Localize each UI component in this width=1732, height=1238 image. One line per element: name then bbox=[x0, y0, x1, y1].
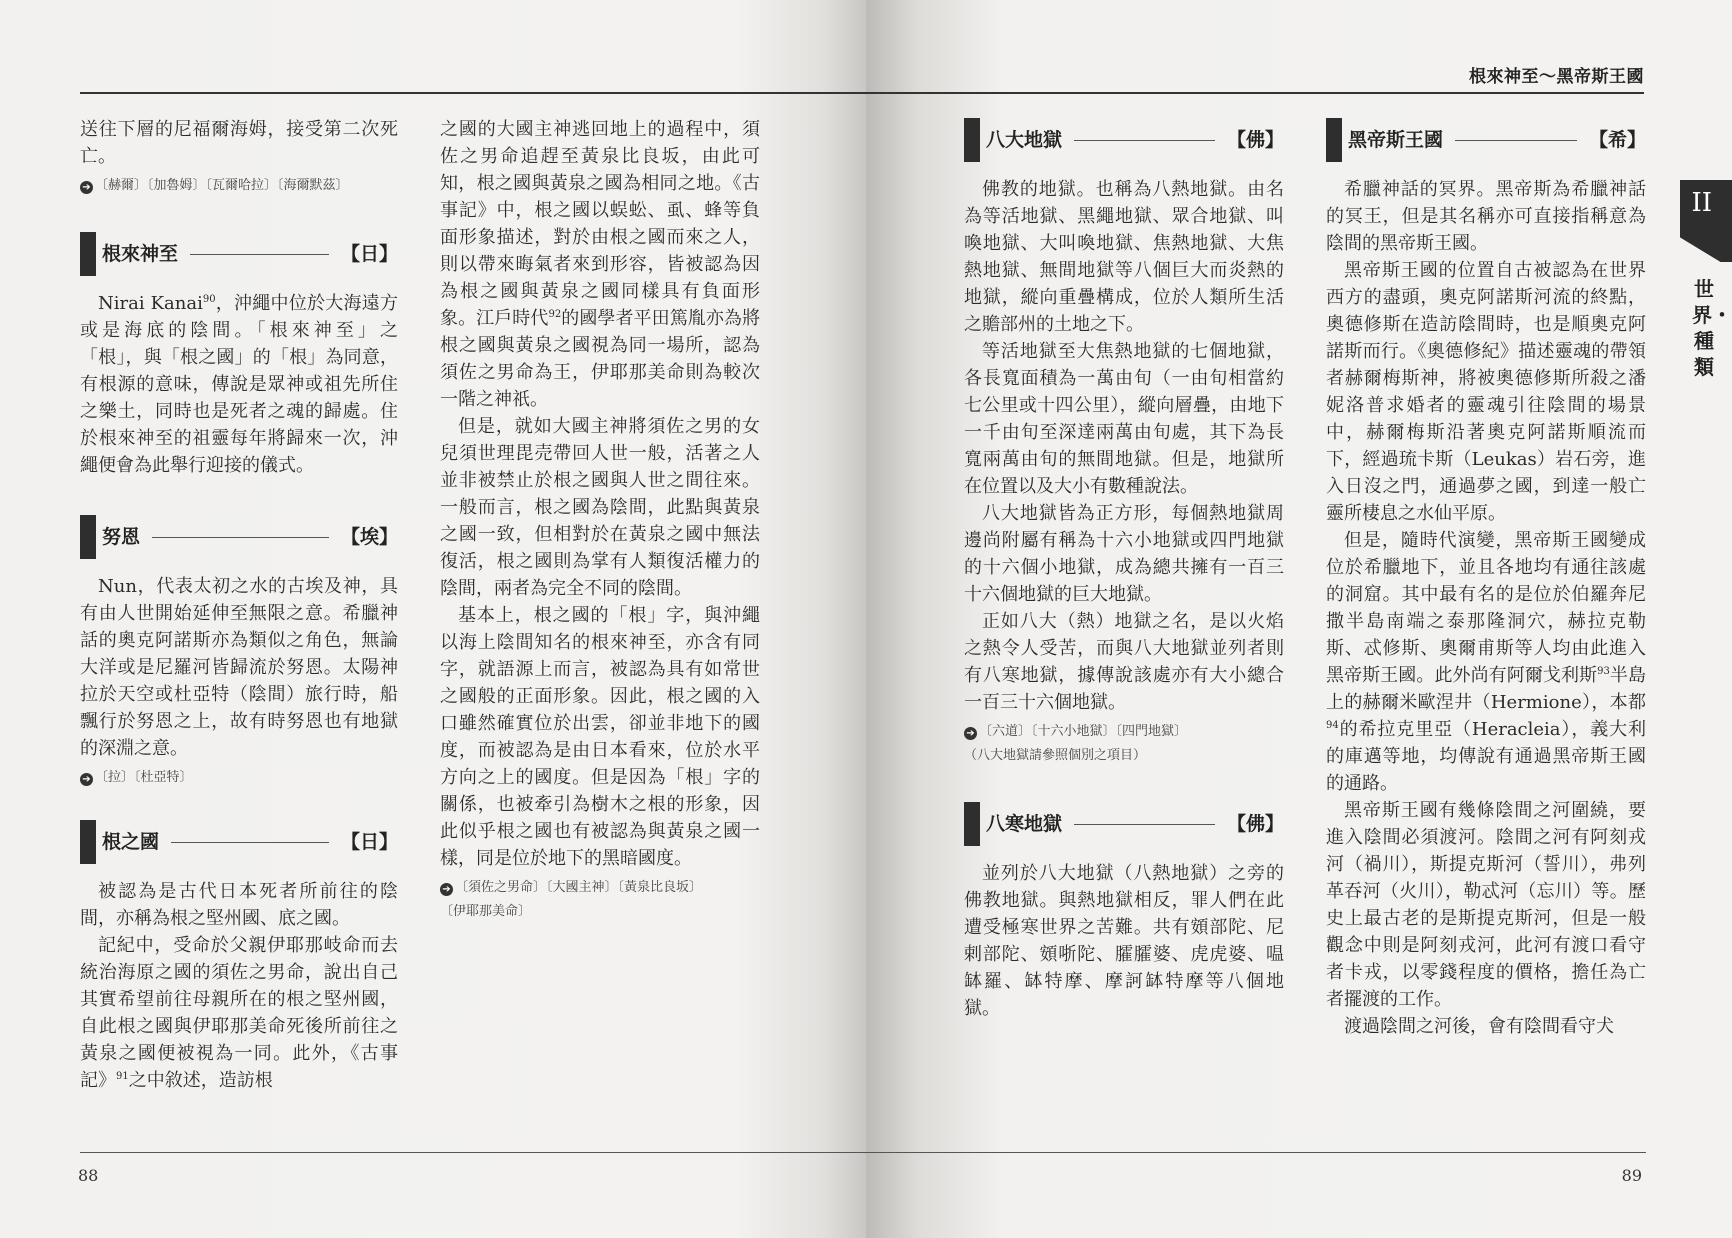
entry-title: 努恩 bbox=[102, 525, 141, 548]
arrow-icon: ➔ bbox=[80, 181, 93, 194]
footer-rule bbox=[866, 1152, 1646, 1153]
column-3 bbox=[964, 118, 1284, 1022]
entry-title: 八大地獄 bbox=[986, 128, 1063, 151]
entry-paragraph: 之國的大國主神逃回地上的過程中，須佐之男命追趕至黃泉比良坂，由此可知，根之國與黃泉之國為相同之地。《古事記》中，根之國以蜈蚣、虱、蜂等負面形象描述，對於由根之國而來之人，則以帶來晦氣者來到形容，皆被認為因為根之國與黃泉之國同樣具有負面形象。江戶時代$^{92}$的國學者平田篤胤亦為將根之國與黃泉之國視為同一場所，認為須佐之男命為王，伊耶那美命則為較次一階之神祇。 bbox=[440, 119, 761, 410]
column-1 bbox=[80, 116, 398, 1094]
arrow-icon: ➔ bbox=[80, 773, 93, 786]
entry-tag: 【佛】 bbox=[1226, 812, 1284, 835]
entry-paragraph: 正如八大（熱）地獄之名，是以火焰之熱令人受苦，而與八大地獄並列者則有八寒地獄，據傳說該處亦有大小總合一百三十六個地獄。 bbox=[964, 611, 1284, 713]
entry-heading-hachidai bbox=[964, 118, 1284, 162]
heading-rule bbox=[1074, 140, 1215, 141]
chapter-label: 世界・種類 bbox=[1692, 277, 1732, 379]
entry-paragraph: 記紀中，受命於父親伊耶那岐命而去統治海原之國的須佐之男命，說出自己其實希望前往母親所在的根之堅州國，自此根之國與伊耶那美命死後所前往之黃泉之國便被視為一同。此外，《古事記》$^{91}$之中敘述，造訪根 bbox=[80, 935, 398, 1091]
entry-tag: 【希】 bbox=[1588, 128, 1646, 151]
chapter-number: II bbox=[1691, 188, 1712, 218]
entry-tag: 【埃】 bbox=[340, 525, 398, 548]
heading-bar bbox=[80, 232, 96, 276]
heading-bar bbox=[964, 802, 980, 846]
entry-paragraph: 等活地獄至大焦熱地獄的七個地獄，各長寬面積為一萬由旬（一由旬相當約七公里或十四公里），縱向層疊，由地下一千由旬至深達兩萬由旬處，其下為長寬兩萬由旬的無間地獄。但是，地獄所在位置以及大小有數種說法。 bbox=[964, 341, 1284, 497]
entry-paragraph: 並列於八大地獄（八熱地獄）之旁的佛教地獄。與熱地獄相反，罪人們在此遭受極寒世界之苦難。共有頞部陀、尼剌部陀、頞哳陀、臛臛婆、虎虎婆、嗢缽羅、缽特摩、摩訶缽特摩等八個地獄。 bbox=[964, 863, 1284, 1019]
heading-rule bbox=[1074, 824, 1215, 825]
heading-bar bbox=[80, 515, 96, 559]
arrow-icon: ➔ bbox=[440, 883, 453, 896]
entry-paragraph: 但是，隨時代演變，黑帝斯王國變成位於希臘地下，並且各地均有通往該處的洞窟。其中最有名的是位於伯羅奔尼撒半島南端之泰那隆洞穴，赫拉克勒斯、忒修斯、奧爾甫斯等人均由此進入黑帝斯王國。此外尚有阿爾戈利斯$^{93}$半島上的赫爾米歐涅井（Hermione），本都$^{94}$的希拉克里亞（Heracleia），義大利的庫邁等地，均傳說有通過黑帝斯王國的通路。 bbox=[1326, 530, 1647, 794]
entry-paragraph: 渡過陰間之河後，會有陰間看守犬 bbox=[1344, 1016, 1614, 1037]
cross-reference: ➔ 〔赫爾〕〔加魯姆〕〔瓦爾哈拉〕〔海爾默茲〕 bbox=[80, 174, 398, 198]
page-number: 89 bbox=[1621, 1166, 1642, 1185]
cross-reference: 〔伊耶那美命〕 bbox=[440, 904, 532, 919]
entry-heading-nun bbox=[80, 515, 398, 559]
entry-paragraph: Nun，代表太初之水的古埃及神，具有由人世開始延伸至無限之意。希臘神話的奧克阿諾斯亦為類似之角色，無論大洋或是尼羅河皆歸流於努恩。太陽神拉於天空或杜亞特（陰間）旅行時，船飄行於努恩之上，故有時努恩也有地獄的深淵之意。 bbox=[80, 576, 398, 759]
entry-title: 黑帝斯王國 bbox=[1348, 128, 1444, 151]
right-page bbox=[866, 0, 1732, 1238]
heading-rule bbox=[1455, 140, 1577, 141]
heading-bar bbox=[80, 820, 96, 864]
entry-heading-hachikan bbox=[964, 802, 1284, 846]
heading-rule bbox=[171, 842, 329, 843]
header-rule bbox=[80, 92, 866, 94]
entry-tag: 【日】 bbox=[340, 830, 398, 853]
column-2 bbox=[440, 116, 760, 924]
heading-bar bbox=[1326, 118, 1342, 162]
entry-tag: 【佛】 bbox=[1226, 128, 1284, 151]
footer-rule bbox=[80, 1152, 866, 1153]
arrow-icon: ➔ bbox=[964, 727, 977, 740]
running-head: 根來神至～黑帝斯王國 bbox=[1469, 67, 1644, 87]
cross-reference: ➔ 〔須佐之男命〕〔大國主神〕〔黃泉比良坂〕 bbox=[440, 876, 760, 900]
entry-paragraph: 希臘神話的冥界。黑帝斯為希臘神話的冥王，但是其名稱亦可直接指稱意為陰間的黑帝斯王國。 bbox=[1326, 179, 1646, 254]
entry-paragraph: 黑帝斯王國有幾條陰間之河圍繞，要進入陰間必須渡河。陰間之河有阿刻戎河（禍川），斯提克斯河（誓川），弗列革吞河（火川），勒忒河（忘川）等。歷史上最古老的是斯提克斯河，但是一般觀念中則是阿刻戎河，此河有渡口看守者卡戎，以零錢程度的價格，擔任為亡者擺渡的工作。 bbox=[1326, 800, 1646, 1010]
entry-heading-ne-no-kuni bbox=[80, 820, 398, 864]
entry-title: 根之國 bbox=[102, 830, 160, 853]
cross-reference: ➔ 〔拉〕〔杜亞特〕 bbox=[80, 766, 398, 790]
header-rule bbox=[866, 92, 1644, 94]
intro-paragraph: 送往下層的尼福爾海姆，接受第二次死亡。 bbox=[80, 119, 398, 167]
entry-paragraph: 但是，就如大國主神將須佐之男的女兒須世理毘売帶回人世一般，活著之人並非被禁止於根之國與人世之間往來。一般而言，根之國為陰間，此點與黃泉之國一致，但相對於在黃泉之國中無法復活，根之國則為掌有人類復活權力的陰間，兩者為完全不同的陰間。 bbox=[440, 416, 760, 599]
entry-paragraph: 被認為是古代日本死者所前往的陰間，亦稱為根之堅州國、底之國。 bbox=[80, 881, 398, 929]
entry-paragraph: 佛教的地獄。也稱為八熱地獄。由名為等活地獄、黑繩地獄、眾合地獄、叫喚地獄、大叫喚地獄、焦熱地獄、大焦熱地獄、無間地獄等八個巨大而炎熱的地獄，縱向重疊構成，位於人類所生活之贍部州的土地之下。 bbox=[964, 179, 1284, 335]
heading-rule bbox=[152, 537, 329, 538]
entry-title: 根來神至 bbox=[102, 242, 179, 265]
entry-title: 八寒地獄 bbox=[986, 812, 1063, 835]
cross-reference: ➔ 〔六道〕〔十六小地獄〕〔四門地獄〕 bbox=[964, 720, 1284, 744]
heading-bar bbox=[964, 118, 980, 162]
entry-paragraph: Nirai Kanai$^{90}$，沖繩中位於大海遠方或是海底的陰間。「根來神至」之「根」，與「根之國」的「根」為同意，有根源的意味，傳說是眾神或祖先所住之樂土，同時也是死者之魂的歸處。住於根來神至的祖靈每年將歸來一次，沖繩便會為此舉行迎接的儀式。 bbox=[80, 293, 398, 476]
entry-paragraph: 黑帝斯王國的位置自古被認為在世界西方的盡頭，奧克阿諾斯河流的終點，奧德修斯在造訪陰間時，也是順奧克阿諾斯而行。《奧德修紀》描述靈魂的帶領者赫爾梅斯神，將被奧德修斯所殺之潘妮洛普求婚者的靈魂引往陰間的場景中，赫爾梅斯沿著奧克阿諾斯順流而下，經過琉卡斯（Leukas）岩石旁，進入日沒之門，通過夢之國，到達一般亡靈所棲息之水仙平原。 bbox=[1326, 260, 1646, 524]
entry-paragraph: 基本上，根之國的「根」字，與沖繩以海上陰間知名的根來神至，亦含有同字，就語源上而言，被認為具有如常世之國般的正面形象。因此，根之國的入口雖然確實位於出雲，卻並非地下的國度，而被認為是由日本看來，位於水平方向之上的國度。但是因為「根」字的關係，也被牽引為樹木之根的形象，因此似乎根之國也有被認為與黃泉之國一樣，同是位於地下的黑暗國度。 bbox=[440, 605, 760, 869]
page-number: 88 bbox=[78, 1166, 99, 1185]
cross-reference: （八大地獄請參照個別之項目） bbox=[964, 748, 1147, 763]
entry-heading-hades bbox=[1326, 118, 1646, 162]
entry-heading-nirai bbox=[80, 232, 398, 276]
heading-rule bbox=[190, 254, 329, 255]
entry-paragraph: 八大地獄皆為正方形，每個熱地獄周邊尚附屬有稱為十六小地獄或四門地獄的十六個小地獄，成為總共擁有一百三十六個地獄的巨大地獄。 bbox=[964, 503, 1284, 605]
entry-tag: 【日】 bbox=[340, 242, 398, 265]
column-4 bbox=[1326, 118, 1646, 1040]
